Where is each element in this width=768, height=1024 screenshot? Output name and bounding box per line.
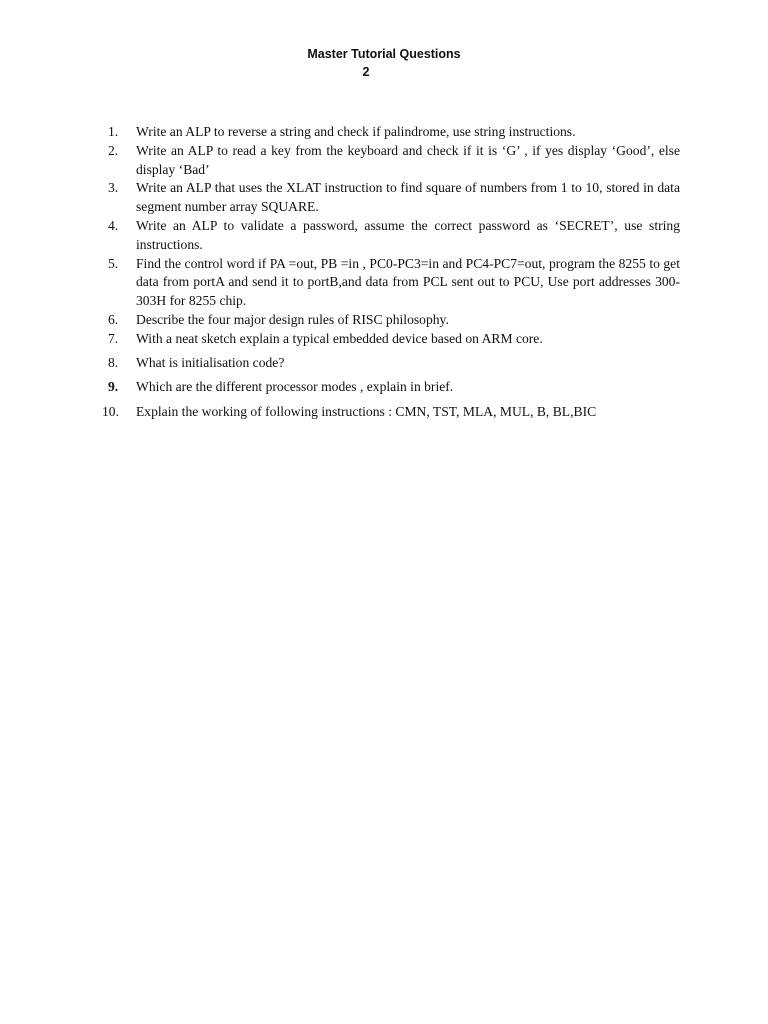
question-text: Write an ALP that uses the XLAT instruction to find square of numbers from 1 to 10, stored in data segment number array SQUARE. xyxy=(136,180,680,215)
question-number: 4. xyxy=(108,217,119,233)
question-item xyxy=(108,255,680,311)
question-text: Explain the working of following instructions : CMN, TST, MLA, MUL, B, BL,BIC xyxy=(136,404,597,420)
question-number: 6. xyxy=(108,311,119,327)
question-text: Write an ALP to validate a password, assume the correct password as ‘SECRET’, use string instructions. xyxy=(136,217,680,252)
question-text: Describe the four major design rules of RISC philosophy. xyxy=(136,311,449,327)
question-item xyxy=(108,311,680,330)
document-title: Master Tutorial Questions xyxy=(307,47,461,61)
question-number: 7. xyxy=(108,330,119,346)
question-number: 3. xyxy=(108,180,119,196)
question-number: 10. xyxy=(102,404,119,420)
question-list xyxy=(102,123,680,422)
question-item xyxy=(108,217,680,255)
question-item xyxy=(108,142,680,180)
question-number: 1. xyxy=(108,124,119,139)
question-item xyxy=(108,378,680,397)
question-item xyxy=(108,330,680,349)
question-number: 8. xyxy=(108,354,119,370)
question-text: Write an ALP to read a key from the keyboard and check if it is ‘G’ , if yes display ‘Good’, else display ‘Bad’ xyxy=(136,142,680,177)
question-text: Write an ALP to reverse a string and check if palindrome, use string instructions. xyxy=(136,124,576,139)
question-text: Find the control word if PA =out, PB =in , PC0-PC3=in and PC4-PC7=out, program the 8255 to get data from portA and send it to portB,and data from PCL sent out to PCU, Use port addresses 300-303H for 8255 chip. xyxy=(136,255,680,309)
question-number: 9. xyxy=(108,379,119,395)
question-item xyxy=(108,354,680,373)
question-number: 5. xyxy=(108,255,119,271)
question-text: With a neat sketch explain a typical embedded device based on ARM core. xyxy=(136,330,543,346)
question-item xyxy=(108,179,680,217)
question-item xyxy=(108,123,680,142)
question-number: 2. xyxy=(108,142,119,158)
document-subtitle: 2 xyxy=(362,65,370,79)
question-item xyxy=(102,403,680,422)
question-text: Which are the different processor modes , explain in brief. xyxy=(136,379,454,395)
question-text: What is initialisation code? xyxy=(136,354,285,370)
